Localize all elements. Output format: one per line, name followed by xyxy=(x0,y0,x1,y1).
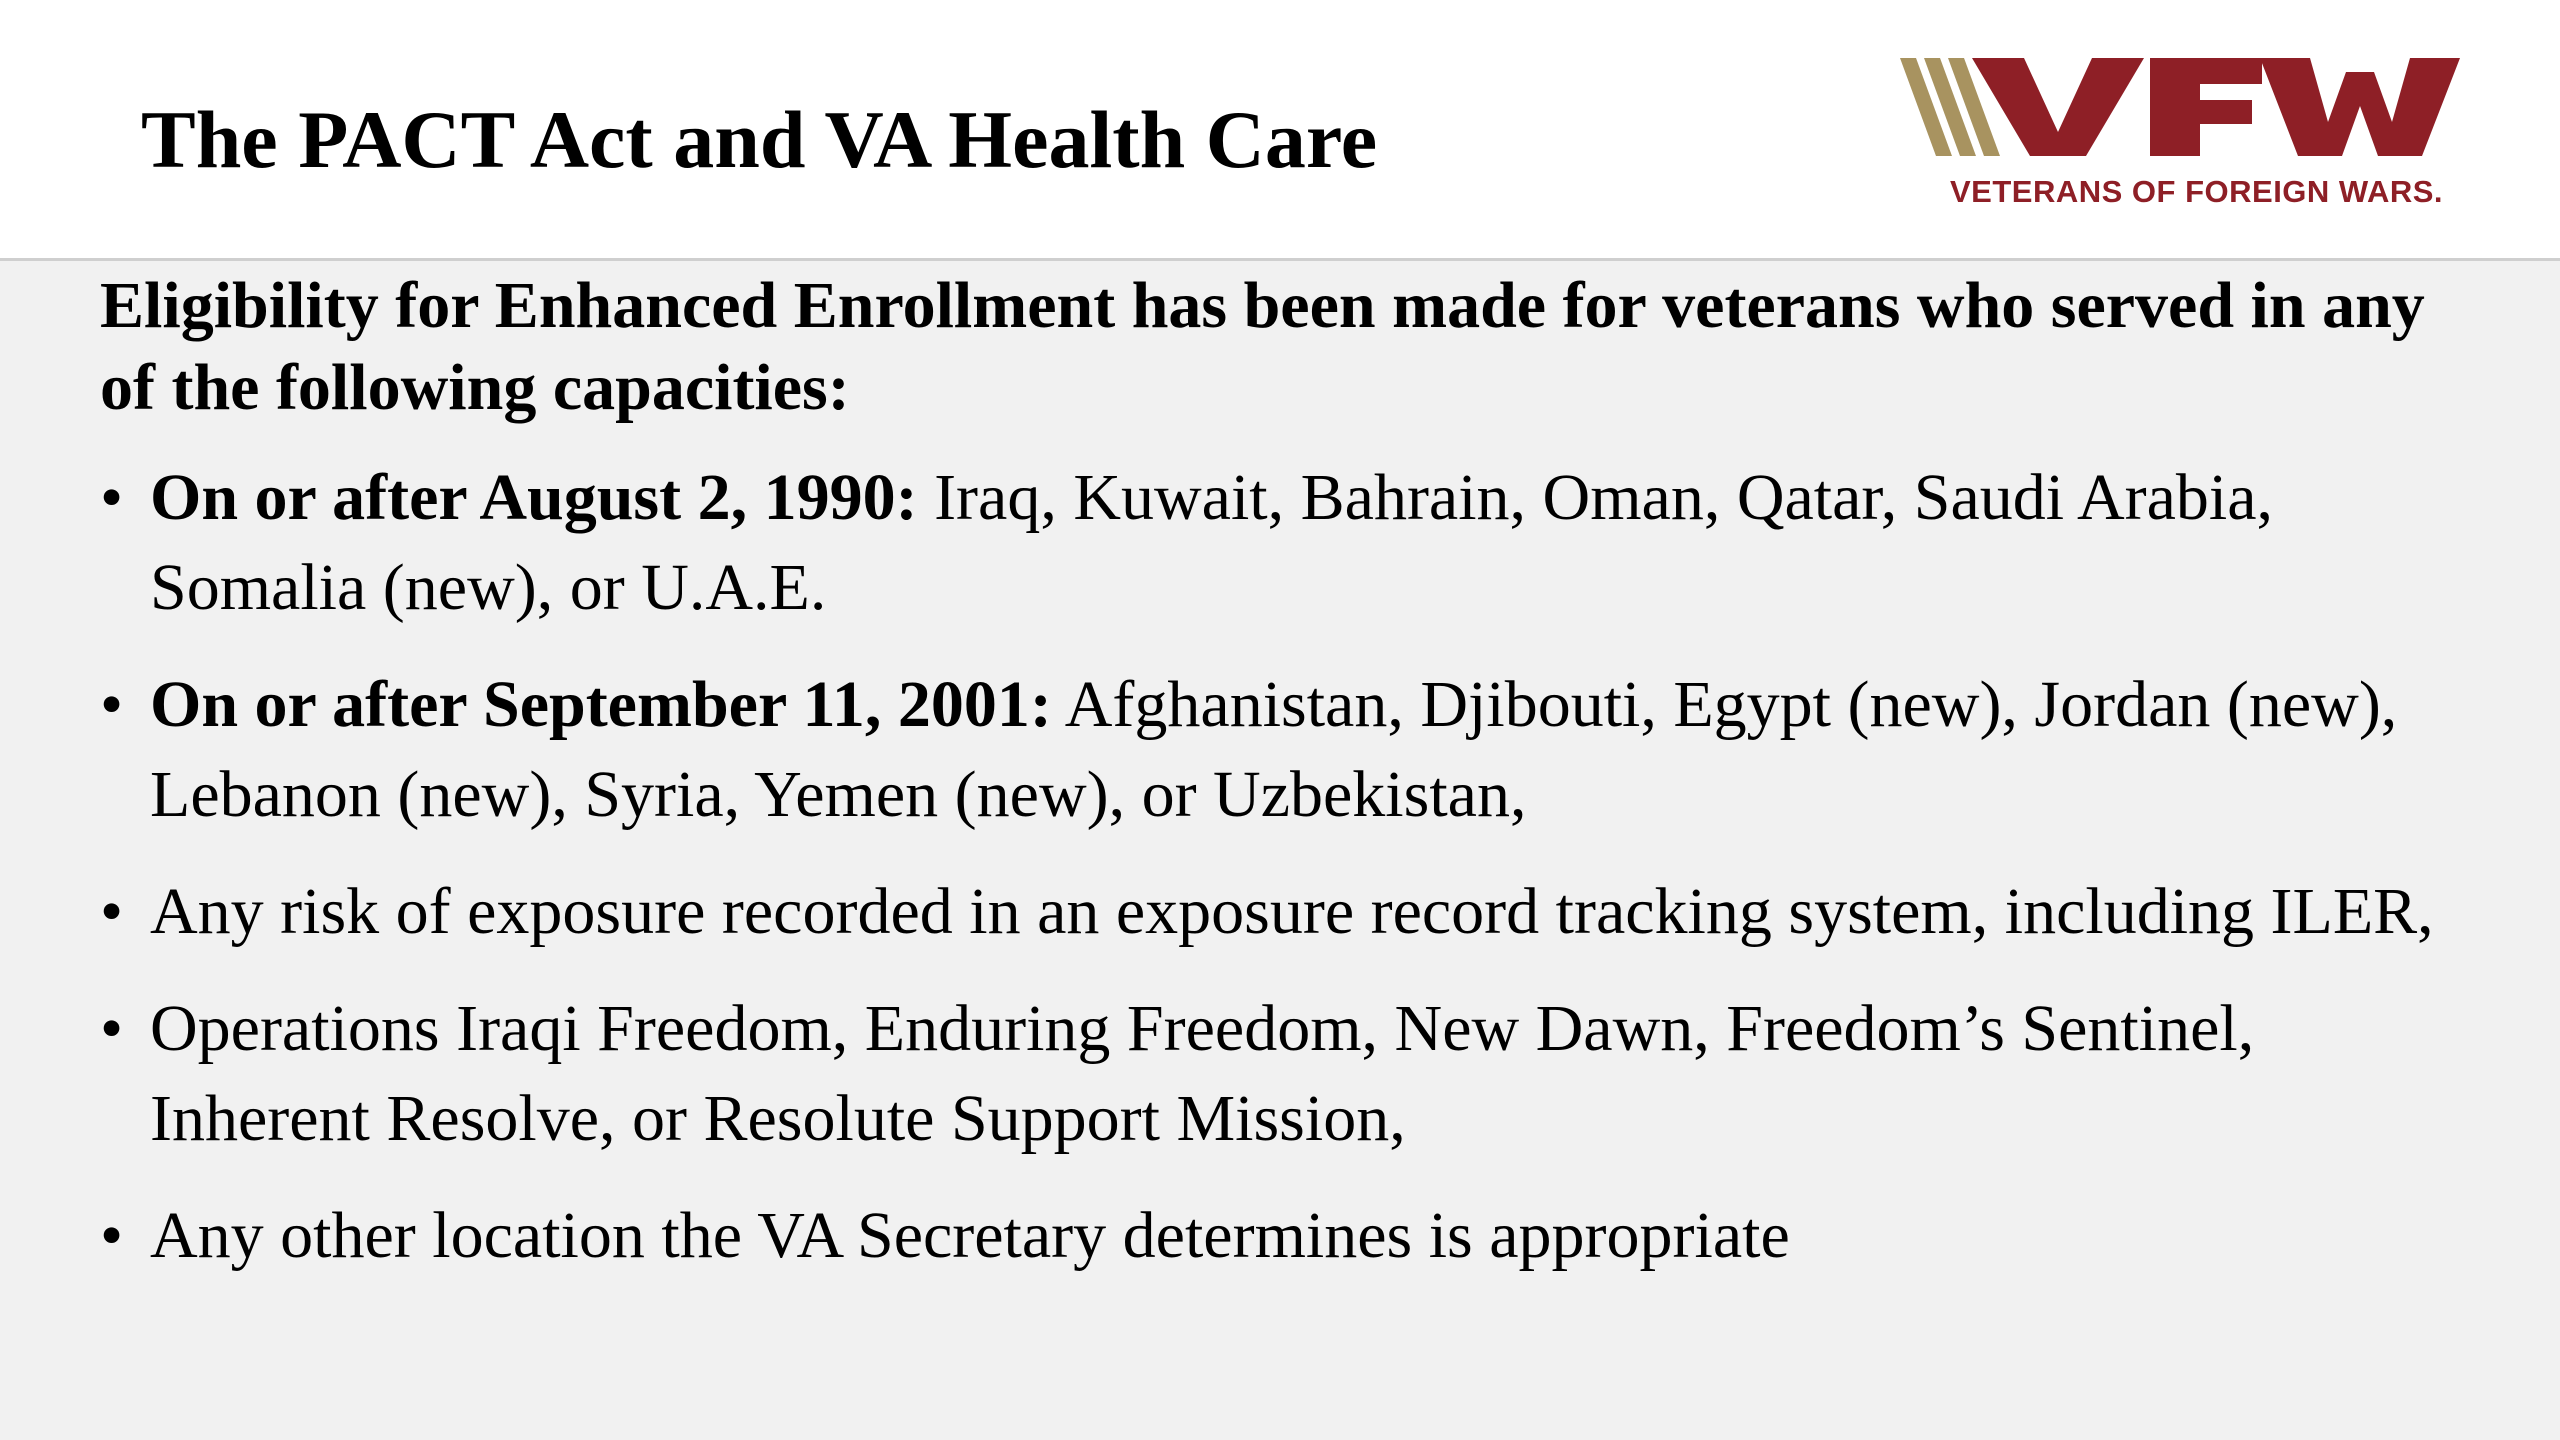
bullet-text: Afghanistan, Djibouti, Egypt (new), Jordan (new), Lebanon (new), Syria, Yemen (new), or Uzbekistan, xyxy=(150,668,2398,831)
slide-title: The PACT Act and VA Health Care xyxy=(141,94,1378,185)
bullet-text: Iraq, Kuwait, Bahrain, Oman, Qatar, Saudi Arabia, Somalia (new), or U.A.E. xyxy=(150,461,2274,624)
slide-content xyxy=(0,261,2560,1440)
bullet-icon: • xyxy=(100,875,124,948)
vfw-logo xyxy=(1900,52,2460,212)
bullet-text: Any other location the VA Secretary determines is appropriate xyxy=(150,1199,1790,1272)
bullet-item xyxy=(100,984,2460,1164)
bullet-icon: • xyxy=(100,1199,124,1272)
slide-header xyxy=(0,0,2560,258)
bullet-icon: • xyxy=(100,461,124,534)
bullet-item xyxy=(100,1191,2460,1281)
bullet-icon: • xyxy=(100,668,124,741)
bullet-lead: On or after September 11, 2001: xyxy=(150,668,1052,741)
logo-letter-v xyxy=(1972,58,2144,156)
vfw-logo-mark xyxy=(1900,52,2460,172)
bullet-item xyxy=(100,660,2460,840)
bullet-list xyxy=(100,453,2460,1308)
intro-text: Eligibility for Enhanced Enrollment has been made for veterans who served in any of the following capacities: xyxy=(100,269,2425,424)
bullet-lead: On or after August 2, 1990: xyxy=(150,461,918,534)
vfw-tagline: VETERANS OF FOREIGN WARS. xyxy=(1950,174,2444,209)
logo-letter-w xyxy=(2260,58,2460,156)
bullet-text: Any risk of exposure recorded in an exposure record tracking system, including ILER, xyxy=(150,875,2434,948)
bullet-text: Operations Iraqi Freedom, Enduring Freedom, New Dawn, Freedom’s Sentinel, Inherent Resolve, or Resolute Support Mission, xyxy=(150,992,2255,1155)
logo-letter-f xyxy=(2150,58,2262,156)
bullet-item xyxy=(100,867,2460,957)
bullet-item xyxy=(100,453,2460,633)
bullet-icon: • xyxy=(100,992,124,1065)
